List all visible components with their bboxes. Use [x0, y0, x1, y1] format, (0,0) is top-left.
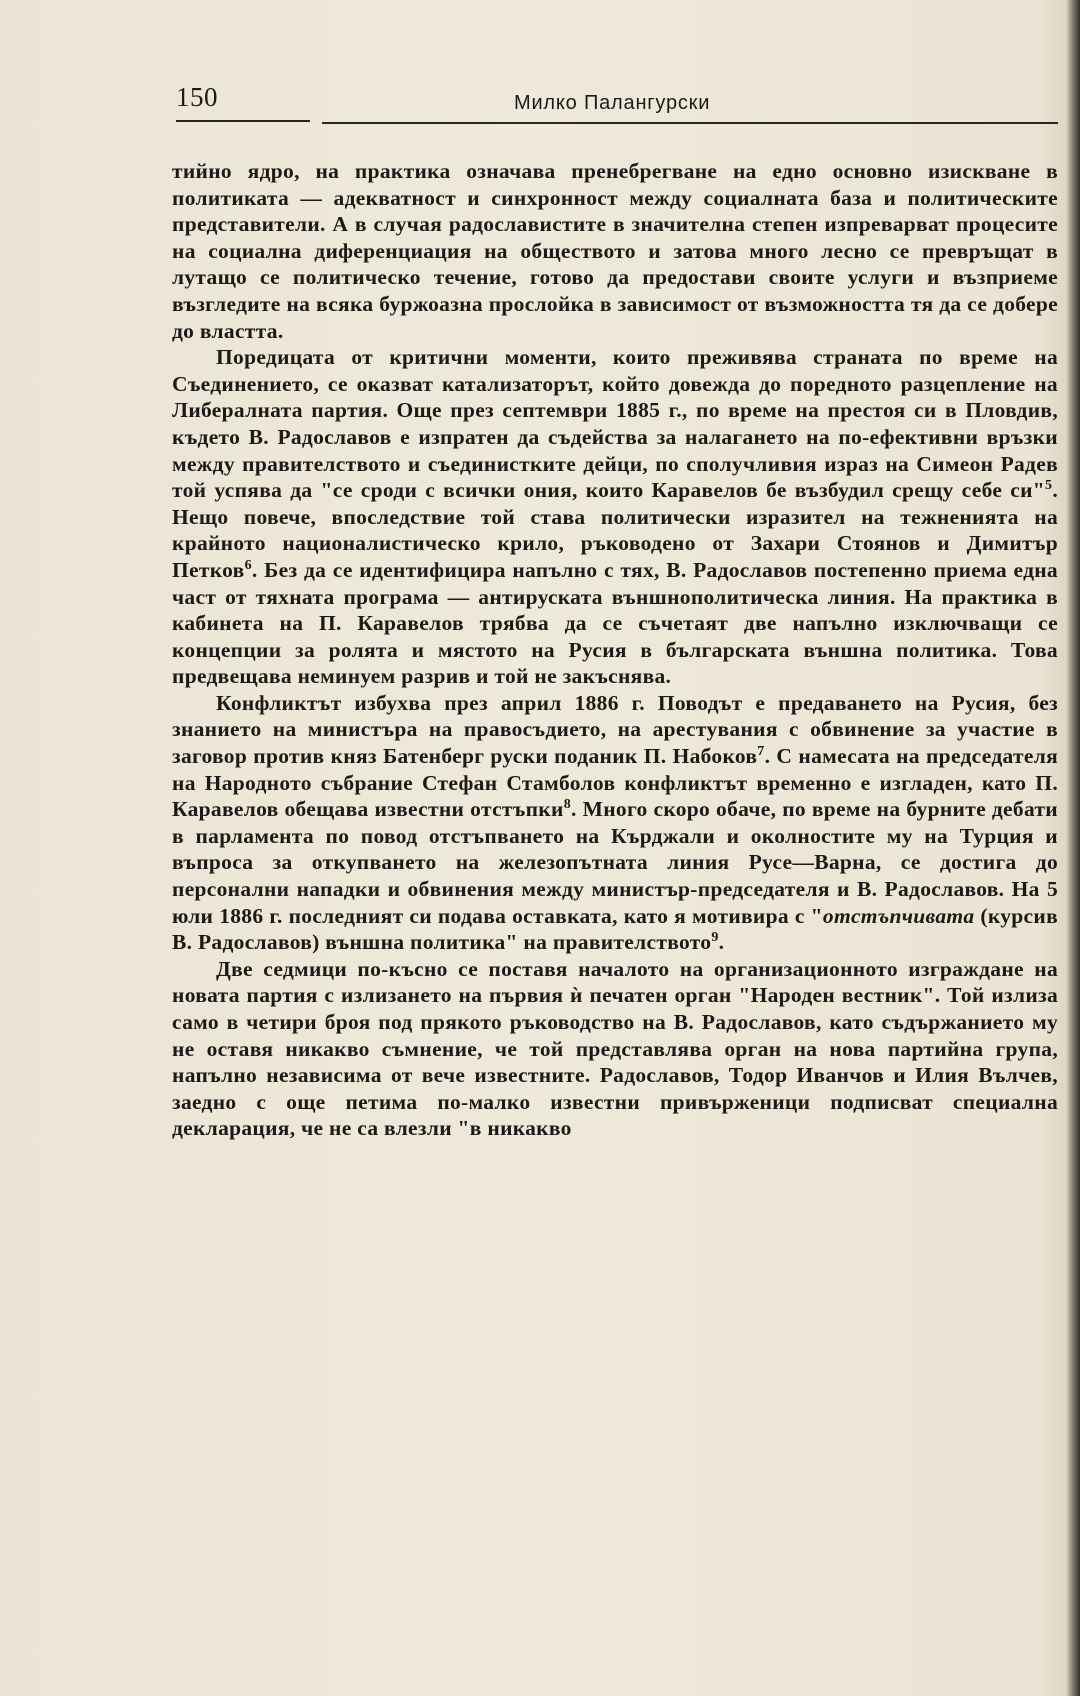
footnote-ref-9: 9	[711, 930, 719, 946]
paragraph-3-italic-quote: отстъпчивата	[822, 903, 975, 928]
paragraph-2-part-a: Поредицата от критични моменти, които преживява страната по време на Съединението, се оказват катализаторът, който довежда до поредното разцепление на Либералната партия. Още през септември 1885 г., по време на престоя си в Пловдив, където В. Радославов е изпратен да съдейства за налагането на по-ефективни връзки между правителството и съединистките дейци, по сполучливия израз на Симеон Радев той успява да "се сроди с всички ония, които Каравелов бе възбудил срещу себе си"	[172, 345, 1058, 503]
page-header	[176, 78, 1056, 138]
footnote-ref-5: 5	[1045, 477, 1053, 493]
paragraph-3-part-c: . Много скоро обаче, по време на бурните дебати в парламента по повод отстъпването на Кърджали и околностите му на Турция и въпроса за откупването на железопътната линия Русе—Варна, се достига до персонални нападки и обвинения между министър-председателя и В. Радославов. На 5 юли 1886 г. последният си подава оставката, като я мотивира с "	[172, 797, 1058, 928]
footnote-ref-7: 7	[757, 743, 765, 759]
paragraph-4: Две седмици по-късно се поставя началото на организационното изграждане на новата партия с излизането на първия ѝ печатен орган "Народен вестник". Той излиза само в четири броя под прякото ръководство на В. Радославов, като съдържанието му не оставя никакво съмнение, че той представлява орган на нова партийна група, напълно независима от вече известните. Радославов, Тодор Иванчов и Илия Вълчев, заедно с още петима по-малко известни привърженици подписват специална декларация, че не са влезли "в никакво	[172, 956, 1058, 1141]
paragraph-3-part-d: (курсив В. Радославов) външна политика" на правителството	[172, 903, 1058, 955]
footnote-ref-8: 8	[563, 797, 571, 813]
paragraph-3-part-e: .	[718, 930, 725, 955]
paragraph-2	[172, 344, 1058, 690]
paragraph-3	[172, 690, 1058, 956]
page-number: 150	[176, 82, 218, 112]
footnote-ref-6: 6	[244, 557, 252, 573]
header-rule-short	[176, 120, 310, 122]
page-edge-shadow	[1066, 0, 1080, 1696]
header-rule-long	[322, 122, 1058, 124]
body-text	[172, 158, 1058, 1142]
running-title-author: Милко Палангурски	[514, 92, 711, 114]
paragraph-3-part-b: . С намесата на председателя на Народното събрание Стефан Стамболов конфликтът временно е изгладен, като П. Каравелов обещава известни отстъпки	[172, 744, 1059, 822]
paragraph-2-part-c: . Без да се идентифицира напълно с тях, В. Радославов постепенно приема една част от тяхната програма — антируската външнополитическа линия. На практика в кабинета на П. Каравелов трябва да се съчетаят две напълно изключващи се концепции за ролята и мястото на Русия в българската външна политика. Това предвещава неминуем разрив и той не закъснява.	[172, 557, 1058, 689]
paragraph-3-part-a: Конфликтът избухва през април 1886 г. Поводът е предаването на Русия, без знанието на министъра на правосъдието, на арестувания с обвинение за участие в заговор против княз Батенберг руски поданик П. Набоков	[172, 690, 1058, 769]
paragraph-2-part-b: . Нещо повече, впоследствие той става политически изразител на тежненията на крайното националистическо крило, ръководено от Захари Стоянов и Димитър Петков	[172, 478, 1058, 582]
paragraph-1: тийно ядро, на практика означава пренебрегване на едно основно изискване в политиката — адекватност и синхронност между социалната база и политическите представители. А в случая радославистите в значителна степен изпреварват процесите на социална диференциация на обществото и затова много лесно се превръщат в лутащо се политическо течение, готово да предостави своите услуги и възприеме възгледите на всяка буржоазна прослойка в зависимост от възможността тя да се добере до властта.	[172, 159, 1058, 343]
